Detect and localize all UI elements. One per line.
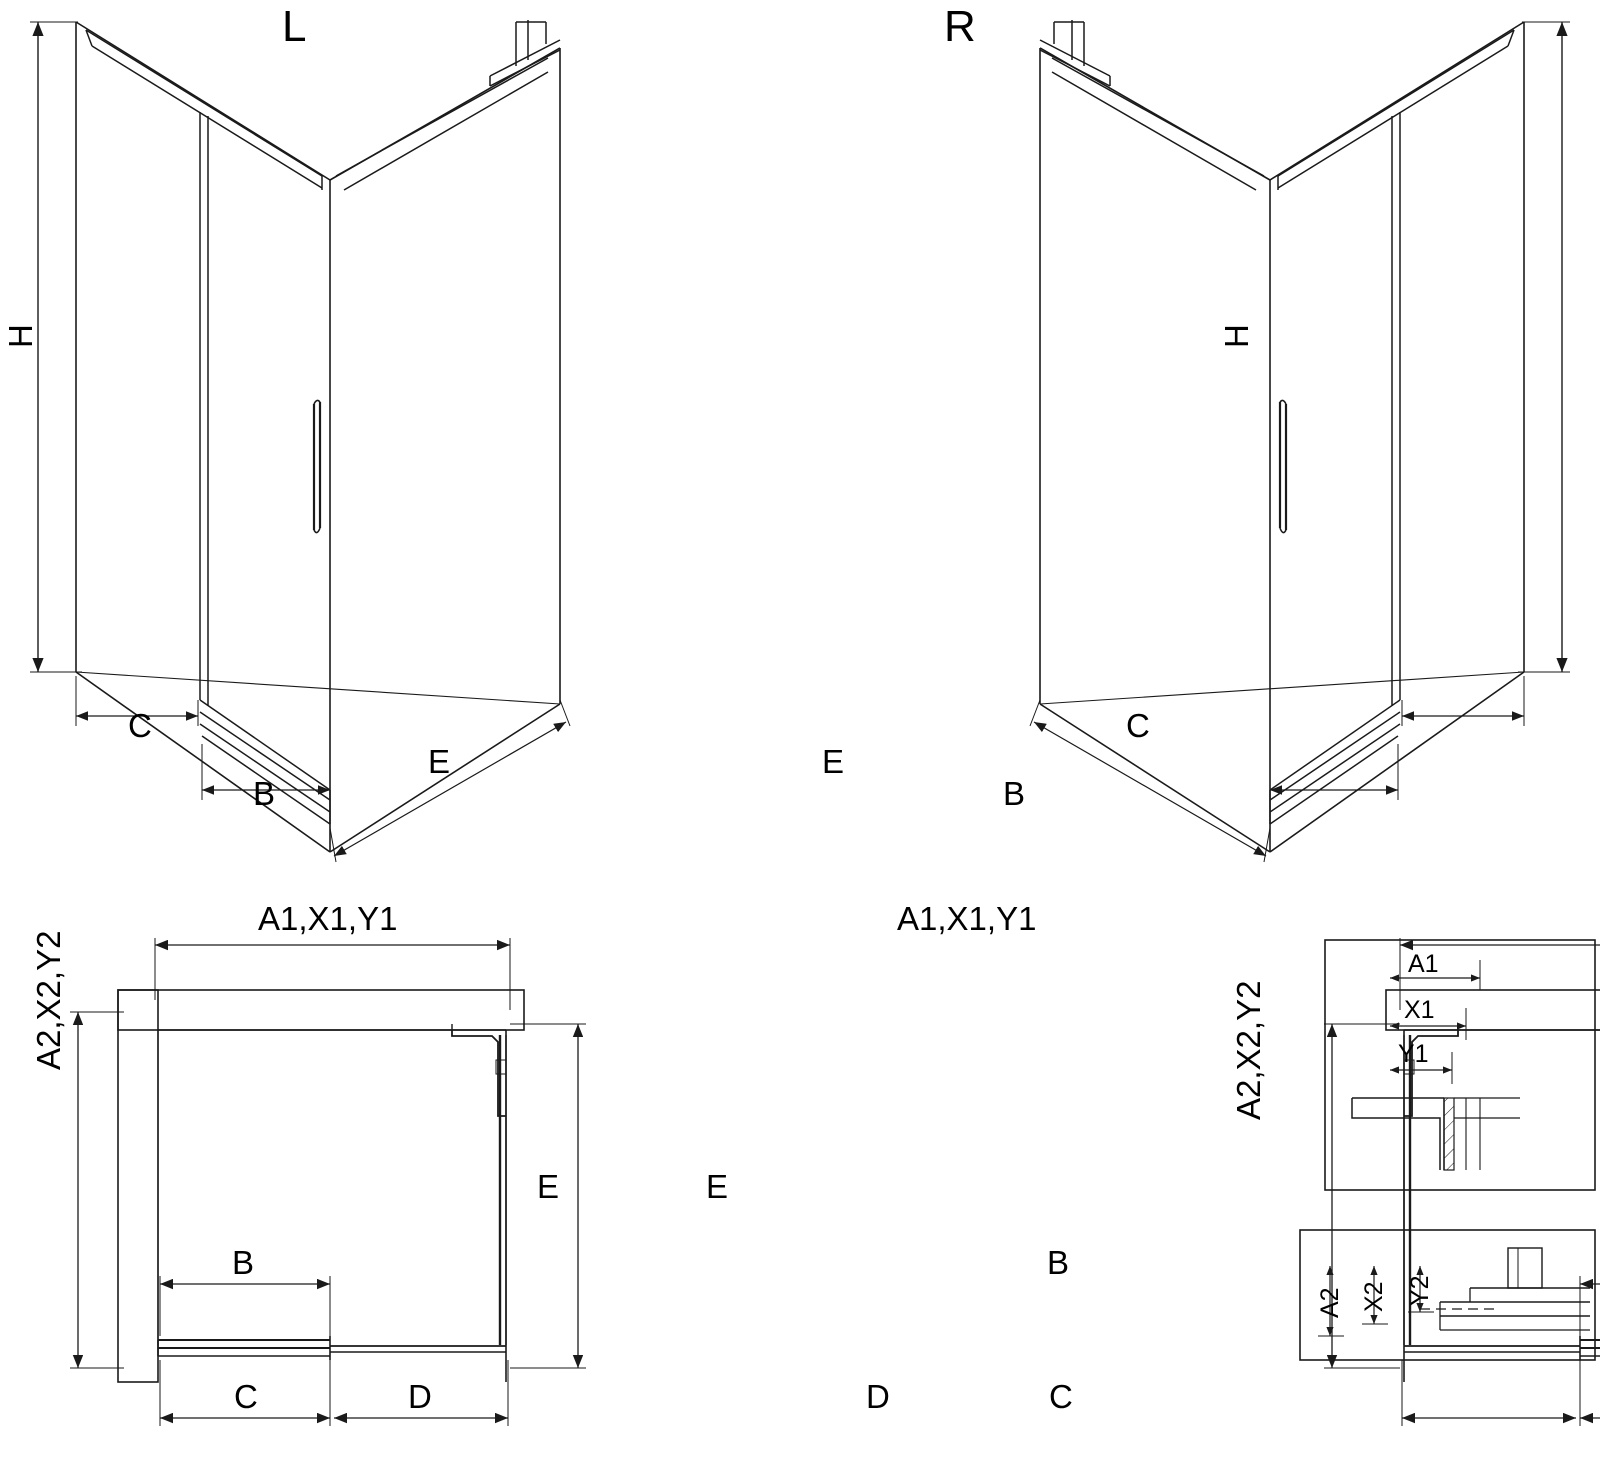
plan-left-label-b: B	[232, 1244, 255, 1281]
plan-right-group	[1324, 938, 1600, 1426]
detail-bottom-label-y2: Y2	[1406, 1275, 1434, 1306]
detail-bottom-label-a2: A2	[1316, 1287, 1344, 1318]
plan-left-label-a2x2y2: A2,X2,Y2	[30, 930, 67, 1070]
title-right-hand: R	[944, 2, 976, 51]
plan-left-label-c: C	[234, 1378, 258, 1415]
iso-left-label-h: H	[2, 324, 39, 348]
plan-right-label-c: C	[1049, 1378, 1073, 1415]
title-left-hand: L	[282, 2, 307, 51]
detail-top-label-x1: X1	[1404, 996, 1435, 1024]
iso-right-label-e: E	[822, 743, 845, 780]
iso-right-label-h: H	[1218, 324, 1255, 348]
detail-top-label-y1: Y1	[1398, 1040, 1429, 1068]
plan-right-label-d: D	[866, 1378, 890, 1415]
iso-left-label-b: B	[253, 775, 276, 812]
iso-right-group	[1030, 20, 1570, 862]
iso-right-label-c: C	[1126, 707, 1150, 744]
plan-left-label-e: E	[537, 1168, 560, 1205]
plan-right-label-e: E	[706, 1168, 729, 1205]
plan-right-label-b: B	[1047, 1244, 1070, 1281]
iso-left-label-e: E	[428, 743, 451, 780]
iso-right-label-b: B	[1003, 775, 1026, 812]
plan-right-label-a2x2y2: A2,X2,Y2	[1230, 980, 1267, 1120]
plan-left-label-d: D	[408, 1378, 432, 1415]
detail-top-group	[1325, 940, 1595, 1190]
detail-top-label-a1: A1	[1408, 950, 1439, 978]
plan-right-label-a1x1y1: A1,X1,Y1	[897, 900, 1037, 937]
plan-left-group	[70, 938, 586, 1426]
detail-bottom-label-x2: X2	[1360, 1281, 1388, 1312]
iso-left-label-c: C	[128, 707, 152, 744]
iso-left-group	[30, 20, 570, 862]
plan-left-label-a1x1y1: A1,X1,Y1	[258, 900, 398, 937]
